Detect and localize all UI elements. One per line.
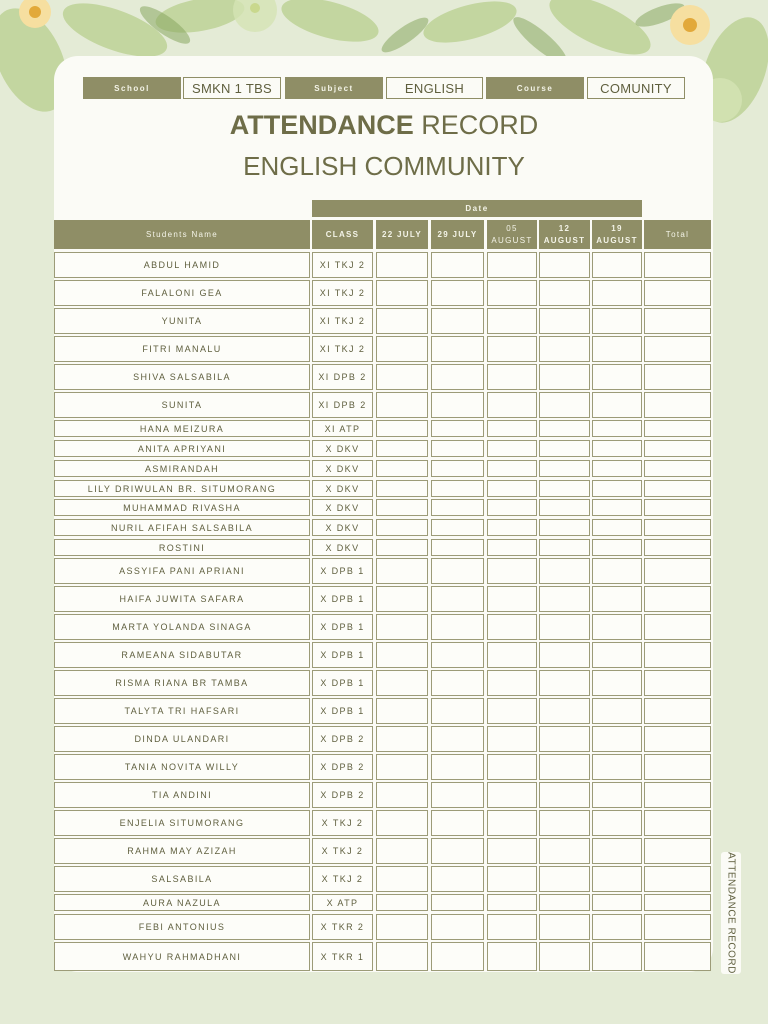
student-name-cell: MARTA YOLANDA SINAGA [54,614,310,640]
attendance-cell[interactable] [431,942,484,971]
attendance-cell[interactable] [431,392,484,418]
student-class-cell: X DPB 1 [312,614,373,640]
student-name-cell: WAHYU RAHMADHANI [54,942,310,971]
attendance-cell[interactable] [431,698,484,724]
date-col-3: 05 AUGUST [487,220,537,249]
attendance-cell[interactable] [431,420,484,437]
attendance-cell[interactable] [376,782,428,808]
attendance-cell[interactable] [592,670,642,696]
student-class-cell: X TKJ 2 [312,838,373,864]
attendance-cell[interactable] [431,838,484,864]
attendance-cell[interactable] [487,698,537,724]
attendance-cell[interactable] [592,698,642,724]
students-name-header: Students Name [54,220,310,249]
student-class-cell: X DPB 2 [312,782,373,808]
attendance-cell[interactable] [431,558,484,584]
attendance-cell[interactable] [592,866,642,892]
attendance-cell[interactable] [376,726,428,752]
attendance-cell[interactable] [592,914,642,940]
attendance-cell[interactable] [487,252,537,278]
total-cell[interactable] [644,519,711,536]
student-class-cell: X DPB 1 [312,586,373,612]
side-label: ATTENDANCE RECORD [725,852,737,974]
attendance-cell[interactable] [431,810,484,836]
attendance-cell[interactable] [539,866,590,892]
attendance-cell[interactable] [539,838,590,864]
attendance-cell[interactable] [592,838,642,864]
attendance-cell[interactable] [376,670,428,696]
student-class-cell: X DPB 2 [312,726,373,752]
date-col-5: 19 AUGUST [592,220,642,249]
student-class-cell: X DKV [312,440,373,457]
attendance-cell[interactable] [487,558,537,584]
attendance-cell[interactable] [376,460,428,477]
student-class-cell: X DPB 1 [312,642,373,668]
student-name-cell: ASMIRANDAH [54,460,310,477]
total-cell[interactable] [644,614,711,640]
attendance-cell[interactable] [592,280,642,306]
student-name-cell: ENJELIA SITUMORANG [54,810,310,836]
course-label: Course [486,77,584,99]
attendance-cell[interactable] [376,642,428,668]
attendance-cell[interactable] [592,614,642,640]
attendance-cell[interactable] [487,866,537,892]
total-cell[interactable] [644,698,711,724]
attendance-cell[interactable] [487,782,537,808]
total-cell[interactable] [644,586,711,612]
attendance-cell[interactable] [487,894,537,911]
student-class-cell: XI DPB 2 [312,364,373,390]
attendance-cell[interactable] [487,754,537,780]
attendance-cell[interactable] [487,586,537,612]
attendance-cell[interactable] [539,280,590,306]
attendance-cell[interactable] [592,726,642,752]
student-name-cell: SUNITA [54,392,310,418]
total-cell[interactable] [644,499,711,516]
attendance-cell[interactable] [487,726,537,752]
attendance-cell[interactable] [539,810,590,836]
attendance-cell[interactable] [376,336,428,362]
attendance-cell[interactable] [431,460,484,477]
student-class-cell: X DKV [312,539,373,556]
attendance-cell[interactable] [487,914,537,940]
total-cell[interactable] [644,558,711,584]
student-class-cell: X DKV [312,519,373,536]
total-cell[interactable] [644,838,711,864]
attendance-cell[interactable] [487,364,537,390]
attendance-cell[interactable] [539,252,590,278]
attendance-cell[interactable] [376,558,428,584]
attendance-cell[interactable] [376,499,428,516]
attendance-cell[interactable] [487,460,537,477]
attendance-cell[interactable] [376,754,428,780]
student-class-cell: XI DPB 2 [312,392,373,418]
page-subtitle: ENGLISH COMMUNITY [243,151,525,181]
total-cell[interactable] [644,670,711,696]
attendance-cell[interactable] [487,280,537,306]
attendance-cell[interactable] [431,614,484,640]
student-class-cell: X DPB 1 [312,670,373,696]
subject-value: ENGLISH [386,77,483,99]
attendance-cell[interactable] [539,392,590,418]
attendance-cell[interactable] [592,364,642,390]
attendance-cell[interactable] [487,539,537,556]
attendance-cell[interactable] [376,614,428,640]
attendance-cell[interactable] [539,698,590,724]
attendance-cell[interactable] [431,782,484,808]
student-name-cell: FEBI ANTONIUS [54,914,310,940]
student-name-cell: FALALONI GEA [54,280,310,306]
attendance-cell[interactable] [376,942,428,971]
student-name-cell: RAHMA MAY AZIZAH [54,838,310,864]
attendance-cell[interactable] [539,642,590,668]
attendance-cell[interactable] [487,420,537,437]
student-class-cell: XI TKJ 2 [312,308,373,334]
student-class-cell: X DPB 1 [312,698,373,724]
attendance-cell[interactable] [431,480,484,497]
attendance-cell[interactable] [592,440,642,457]
student-name-cell: SHIVA SALSABILA [54,364,310,390]
total-cell[interactable] [644,420,711,437]
title-rest: RECORD [413,110,539,140]
attendance-cell[interactable] [376,914,428,940]
title-bold: ATTENDANCE [229,110,414,140]
attendance-cell[interactable] [376,480,428,497]
attendance-cell[interactable] [431,914,484,940]
attendance-cell[interactable] [376,440,428,457]
attendance-cell[interactable] [376,866,428,892]
attendance-cell[interactable] [431,726,484,752]
attendance-cell[interactable] [539,614,590,640]
attendance-cell[interactable] [539,336,590,362]
attendance-cell[interactable] [376,838,428,864]
student-class-cell: XI ATP [312,420,373,437]
class-header: CLASS [312,220,373,249]
school-value: SMKN 1 TBS [183,77,281,99]
attendance-cell[interactable] [487,614,537,640]
attendance-cell[interactable] [376,586,428,612]
student-name-cell: HANA MEIZURA [54,420,310,437]
attendance-cell[interactable] [539,420,590,437]
attendance-cell[interactable] [376,810,428,836]
attendance-cell[interactable] [592,642,642,668]
attendance-cell[interactable] [487,810,537,836]
attendance-cell[interactable] [431,440,484,457]
attendance-cell[interactable] [487,336,537,362]
student-class-cell: X DKV [312,460,373,477]
date-header: Date [312,200,642,217]
attendance-cell[interactable] [592,519,642,536]
student-name-cell: TIA ANDINI [54,782,310,808]
student-class-cell: XI TKJ 2 [312,252,373,278]
date-col-2: 29 JULY [431,220,484,249]
total-cell[interactable] [644,642,711,668]
total-cell[interactable] [644,280,711,306]
attendance-cell[interactable] [487,499,537,516]
attendance-cell[interactable] [539,440,590,457]
total-cell[interactable] [644,539,711,556]
attendance-cell[interactable] [431,519,484,536]
student-class-cell: X DKV [312,480,373,497]
student-name-cell: ANITA APRIYANI [54,440,310,457]
student-class-cell: X TKJ 2 [312,810,373,836]
attendance-cell[interactable] [592,420,642,437]
student-class-cell: XI TKJ 2 [312,336,373,362]
attendance-cell[interactable] [487,942,537,971]
attendance-cell[interactable] [376,420,428,437]
total-cell[interactable] [644,440,711,457]
total-cell[interactable] [644,480,711,497]
attendance-cell[interactable] [592,586,642,612]
attendance-cell[interactable] [592,754,642,780]
attendance-cell[interactable] [376,280,428,306]
attendance-cell[interactable] [487,519,537,536]
total-cell[interactable] [644,364,711,390]
student-name-cell: RAMEANA SIDABUTAR [54,642,310,668]
student-class-cell: X ATP [312,894,373,911]
total-cell[interactable] [644,914,711,940]
student-name-cell: NURIL AFIFAH SALSABILA [54,519,310,536]
attendance-cell[interactable] [487,642,537,668]
attendance-cell[interactable] [487,838,537,864]
attendance-cell[interactable] [376,252,428,278]
attendance-cell[interactable] [539,308,590,334]
attendance-cell[interactable] [431,642,484,668]
attendance-cell[interactable] [539,519,590,536]
attendance-cell[interactable] [487,480,537,497]
attendance-cell[interactable] [539,558,590,584]
total-cell[interactable] [644,942,711,971]
attendance-cell[interactable] [376,698,428,724]
attendance-cell[interactable] [487,308,537,334]
attendance-cell[interactable] [431,586,484,612]
attendance-cell[interactable] [376,894,428,911]
attendance-cell[interactable] [431,308,484,334]
attendance-cell[interactable] [487,670,537,696]
student-class-cell: X TKR 2 [312,914,373,940]
attendance-cell[interactable] [539,499,590,516]
student-name-cell: AURA NAZULA [54,894,310,911]
attendance-cell[interactable] [431,539,484,556]
student-name-cell: YUNITA [54,308,310,334]
total-cell[interactable] [644,336,711,362]
total-cell[interactable] [644,460,711,477]
attendance-cell[interactable] [376,539,428,556]
student-name-cell: DINDA ULANDARI [54,726,310,752]
attendance-cell[interactable] [539,754,590,780]
student-name-cell: ASSYIFA PANI APRIANI [54,558,310,584]
attendance-cell[interactable] [539,914,590,940]
subject-label: Subject [285,77,383,99]
attendance-cell[interactable] [539,460,590,477]
attendance-cell[interactable] [592,810,642,836]
student-class-cell: X TKR 1 [312,942,373,971]
total-cell[interactable] [644,308,711,334]
student-name-cell: HAIFA JUWITA SAFARA [54,586,310,612]
attendance-cell[interactable] [376,364,428,390]
attendance-cell[interactable] [431,499,484,516]
attendance-cell[interactable] [539,364,590,390]
attendance-cell[interactable] [431,754,484,780]
total-cell[interactable] [644,894,711,911]
attendance-cell[interactable] [539,670,590,696]
student-name-cell: RISMA RIANA BR TAMBA [54,670,310,696]
attendance-cell[interactable] [592,894,642,911]
attendance-cell[interactable] [376,392,428,418]
attendance-cell[interactable] [376,308,428,334]
course-value: COMUNITY [587,77,685,99]
student-name-cell: SALSABILA [54,866,310,892]
attendance-cell[interactable] [592,480,642,497]
student-class-cell: X DPB 2 [312,754,373,780]
attendance-cell[interactable] [592,942,642,971]
attendance-cell[interactable] [592,308,642,334]
total-cell[interactable] [644,782,711,808]
attendance-cell[interactable] [431,894,484,911]
student-name-cell: ABDUL HAMID [54,252,310,278]
school-label: School [83,77,181,99]
attendance-cell[interactable] [592,499,642,516]
attendance-cell[interactable] [431,364,484,390]
total-cell[interactable] [644,726,711,752]
student-name-cell: LILY DRIWULAN BR. SITUMORANG [54,480,310,497]
student-class-cell: X DPB 1 [312,558,373,584]
attendance-cell[interactable] [592,392,642,418]
student-name-cell: TALYTA TRI HAFSARI [54,698,310,724]
total-cell[interactable] [644,392,711,418]
student-name-cell: TANIA NOVITA WILLY [54,754,310,780]
student-name-cell: ROSTINI [54,539,310,556]
attendance-cell[interactable] [487,392,537,418]
attendance-cell[interactable] [539,586,590,612]
total-cell[interactable] [644,810,711,836]
attendance-cell[interactable] [592,558,642,584]
student-class-cell: X TKJ 2 [312,866,373,892]
attendance-cell[interactable] [431,280,484,306]
attendance-cell[interactable] [539,539,590,556]
side-tab [721,852,741,974]
attendance-cell[interactable] [487,440,537,457]
total-cell[interactable] [644,866,711,892]
total-header: Total [644,220,711,249]
student-class-cell: XI TKJ 2 [312,280,373,306]
attendance-cell[interactable] [592,782,642,808]
student-name-cell: MUHAMMAD RIVASHA [54,499,310,516]
student-class-cell: X DKV [312,499,373,516]
attendance-cell[interactable] [376,519,428,536]
attendance-cell[interactable] [539,480,590,497]
attendance-cell[interactable] [592,336,642,362]
student-name-cell: FITRI MANALU [54,336,310,362]
total-cell[interactable] [644,252,711,278]
attendance-cell[interactable] [539,782,590,808]
attendance-cell[interactable] [592,460,642,477]
attendance-cell[interactable] [592,252,642,278]
attendance-cell[interactable] [539,894,590,911]
attendance-cell[interactable] [539,726,590,752]
attendance-cell[interactable] [431,252,484,278]
attendance-cell[interactable] [592,539,642,556]
attendance-cell[interactable] [431,336,484,362]
attendance-cell[interactable] [539,942,590,971]
page-title [0,110,768,141]
total-cell[interactable] [644,754,711,780]
date-col-4: 12 AUGUST [539,220,590,249]
attendance-cell[interactable] [431,866,484,892]
attendance-cell[interactable] [431,670,484,696]
date-col-1: 22 JULY [376,220,428,249]
